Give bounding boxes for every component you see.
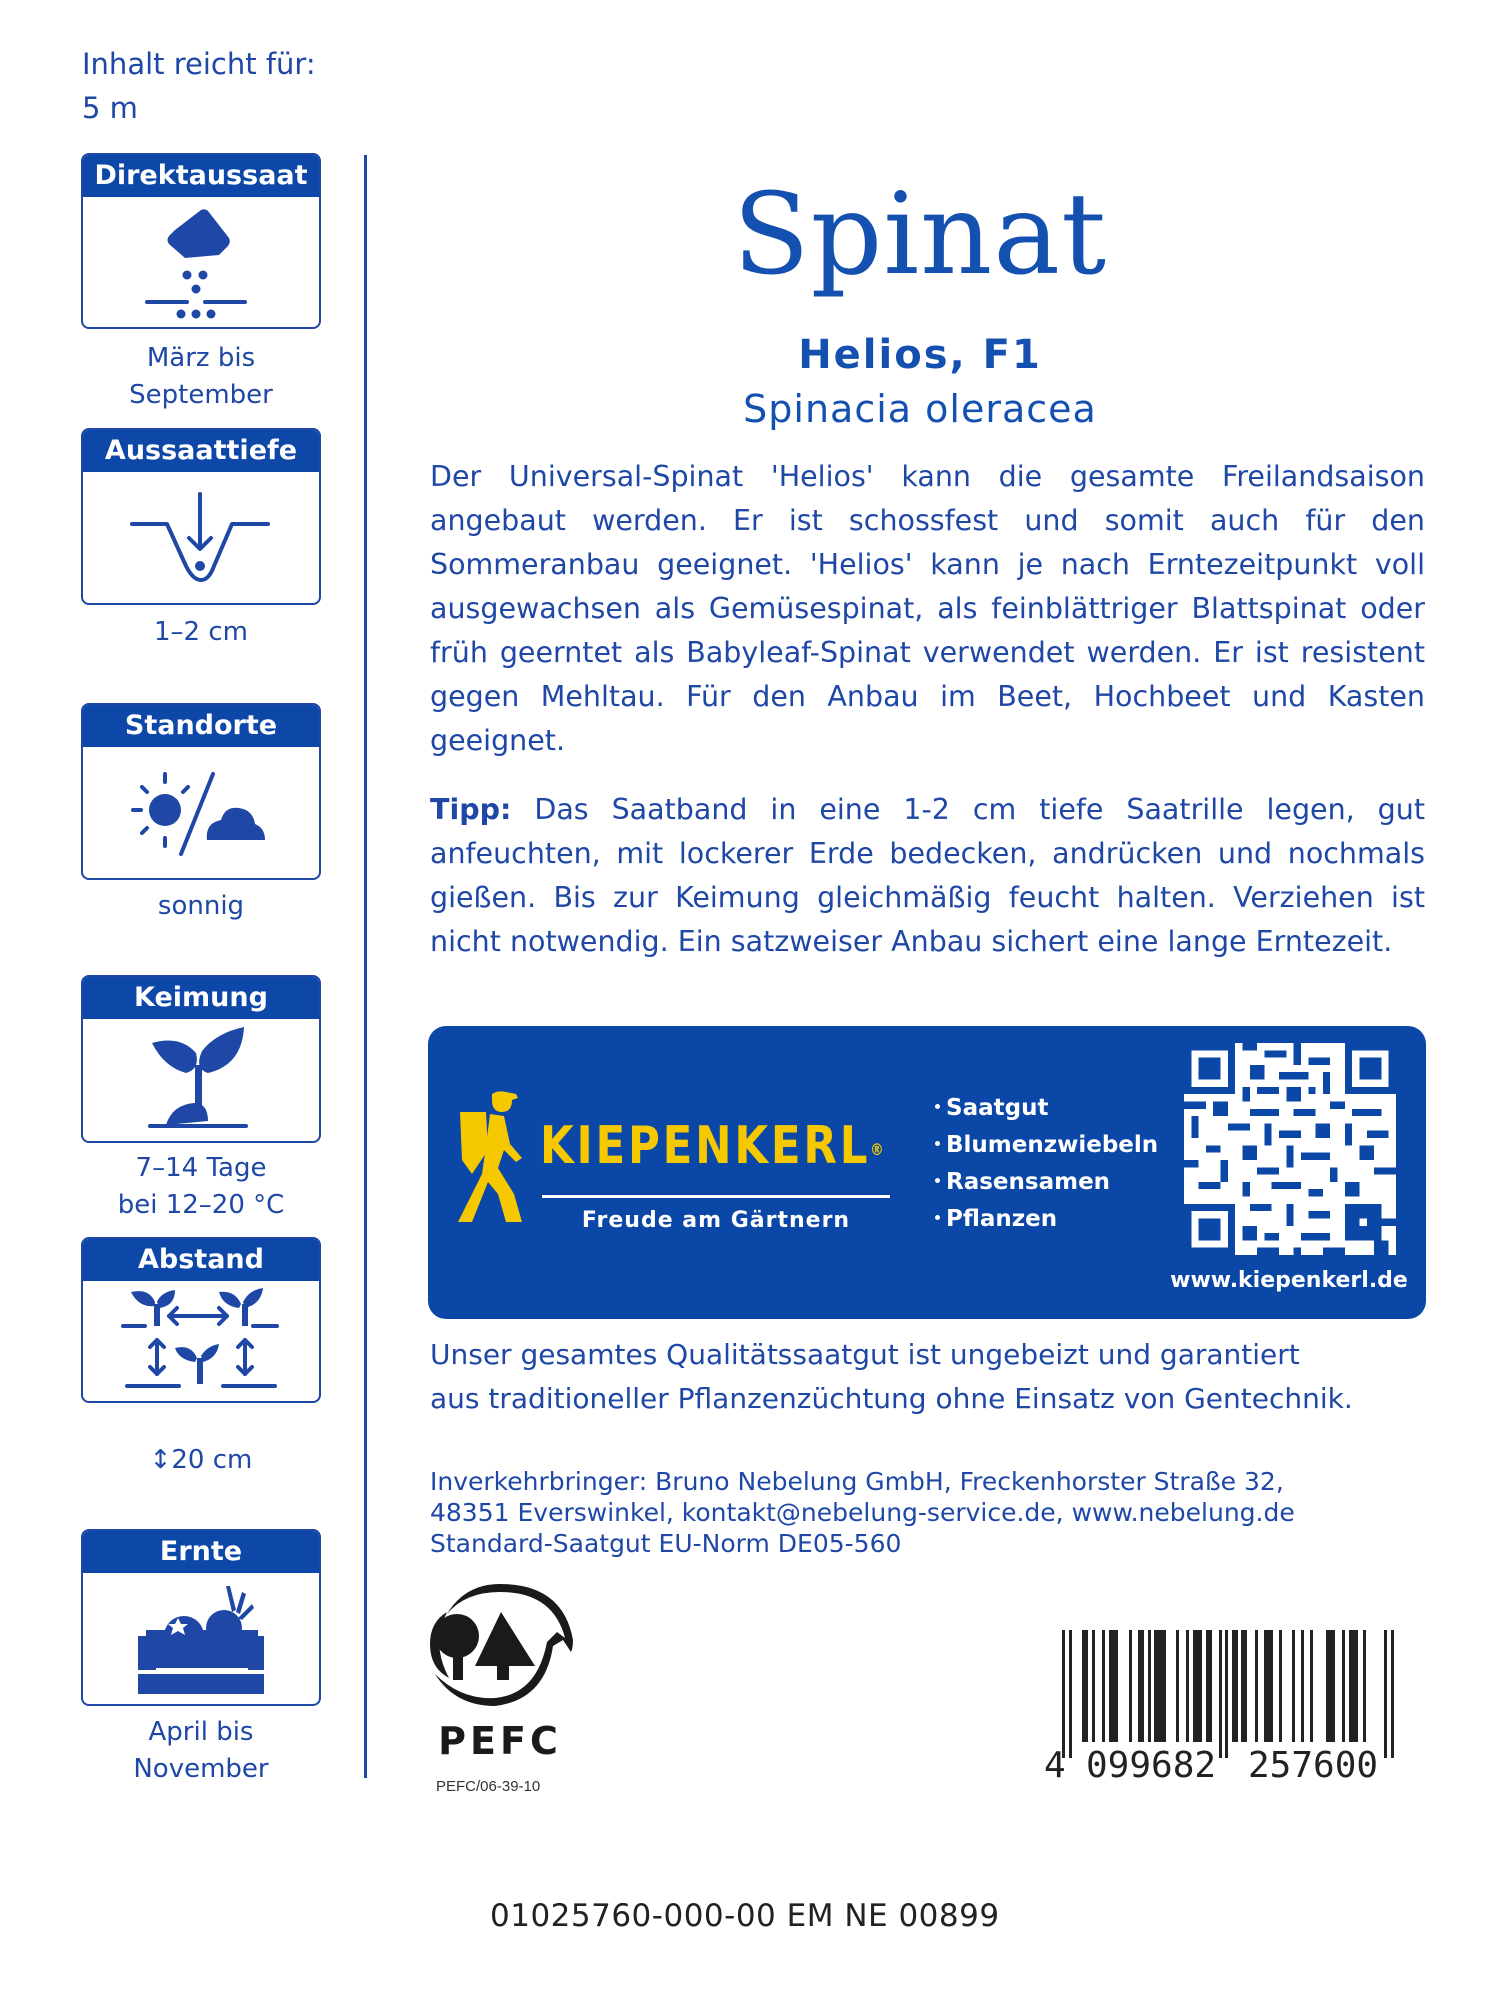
column-divider	[364, 155, 367, 1778]
sowing-depth-icon	[126, 488, 276, 588]
info-caption-germination	[81, 1150, 321, 1224]
bullet-icon	[935, 1141, 940, 1146]
caption-line: November	[133, 1754, 269, 1784]
bullet-icon	[935, 1104, 940, 1109]
registered-mark: ®	[870, 1140, 887, 1159]
distributor-imprint	[430, 1466, 1430, 1559]
category-item	[935, 1090, 1158, 1127]
info-box-title: Ernte	[83, 1531, 319, 1573]
caption-line: September	[129, 380, 273, 410]
product-name: Spinat	[732, 170, 1108, 300]
ean-digits-left: 099682	[1086, 1745, 1217, 1786]
brand-tagline: Freude am Gärtnern	[581, 1208, 851, 1233]
product-code: 01025760-000-00 EM NE 00899	[490, 1898, 1000, 1934]
info-box-location	[81, 703, 321, 880]
info-box-harvest	[81, 1529, 321, 1706]
sun-cloud-icon	[131, 768, 271, 858]
coverage-info	[82, 42, 316, 130]
imprint-line: 48351 Everswinkel, kontakt@nebelung-service.de, www.nebelung.de	[430, 1498, 1295, 1527]
seed-bag-sowing-icon	[141, 202, 261, 322]
brand-text: KIEPENKERL	[540, 1116, 871, 1176]
pefc-logo-icon	[425, 1582, 575, 1782]
quality-line: aus traditioneller Pflanzenzüchtung ohne Einsatz von Gentechnik.	[430, 1382, 1353, 1415]
caption-line: 7–14 Tage	[135, 1153, 267, 1183]
info-box-sowing-depth	[81, 428, 321, 605]
info-caption-sowing-depth	[81, 614, 321, 651]
ean-digit-prefix: 4	[1044, 1745, 1066, 1786]
info-box-title: Direktaussaat	[83, 155, 319, 197]
pefc-certificate-code: PEFC/06-39-10	[436, 1778, 541, 1795]
info-box-title: Keimung	[83, 977, 319, 1019]
info-box-title: Abstand	[83, 1239, 319, 1281]
bullet-icon	[935, 1178, 940, 1183]
info-box-title: Aussaattiefe	[83, 430, 319, 472]
tip-text: Das Saatband in eine 1-2 cm tiefe Saatrille legen, gut anfeuchten, mit lockerer Erde bedecken, andrücken und nochmals gießen. Bis zur Keimung gleichmäßig feucht halten. Verziehen ist nicht notwendig. Ein satzweiser Anbau sichert eine lange Erntezeit.	[430, 793, 1425, 958]
ean-digits-right: 257600	[1248, 1745, 1379, 1786]
qr-code[interactable]	[1184, 1043, 1396, 1255]
info-box-title: Standorte	[83, 705, 319, 747]
product-categories	[935, 1090, 1158, 1238]
harvest-crate-icon	[136, 1584, 266, 1694]
quality-note	[430, 1333, 1430, 1421]
info-caption-harvest	[81, 1714, 321, 1788]
info-box-germination	[81, 975, 321, 1143]
brand-name	[540, 1118, 886, 1174]
info-box-spacing	[81, 1237, 321, 1403]
tip-label: Tipp:	[430, 793, 512, 826]
caption-line: 1–2 cm	[154, 617, 248, 647]
caption-line: ↕20 cm	[149, 1445, 253, 1475]
caption-line: März bis	[146, 343, 256, 373]
product-description: Der Universal-Spinat 'Helios' kann die gesamte Freilandsaison angebaut werden. Er ist schossfest und somit auch für den Sommeranbau geeignet. 'Helios' kann je nach Erntezeitpunkt voll ausgewachsen als Gemüsespinat, als feinblättriger Blattspinat oder früh geerntet als Babyleaf-Spinat verwendet werden. Er ist resistent gegen Mehltau. Für den Anbau im Beet, Hochbeet und Kasten geeignet.	[430, 460, 1425, 757]
category-item	[935, 1201, 1158, 1238]
svg-text:PEFC: PEFC	[438, 1719, 562, 1763]
info-caption-spacing	[81, 1442, 321, 1479]
hiker-logo-icon	[458, 1090, 534, 1224]
brand-website-link[interactable]: www.kiepenkerl.de	[1170, 1268, 1408, 1293]
ean-barcode	[1062, 1630, 1397, 1758]
coverage-label: Inhalt reicht für:	[82, 47, 316, 81]
quality-line: Unser gesamtes Qualitätssaatgut ist ungebeizt und garantiert	[430, 1338, 1300, 1371]
caption-line: April bis	[148, 1717, 254, 1747]
product-variety: Helios, F1	[798, 332, 1042, 378]
plant-spacing-icon	[121, 1286, 281, 1396]
bullet-icon	[935, 1215, 940, 1220]
category-label: Blumenzwiebeln	[946, 1132, 1159, 1158]
coverage-value: 5 m	[82, 91, 138, 125]
category-label: Saatgut	[946, 1095, 1049, 1121]
seedling-icon	[146, 1025, 256, 1135]
category-label: Rasensamen	[946, 1169, 1111, 1195]
category-label: Pflanzen	[946, 1206, 1058, 1232]
info-caption-location	[81, 888, 321, 925]
sowing-tip	[430, 788, 1425, 964]
category-item	[935, 1127, 1158, 1164]
imprint-line: Inverkehrbringer: Bruno Nebelung GmbH, Freckenhorster Straße 32,	[430, 1467, 1284, 1496]
brand-underline	[542, 1195, 890, 1198]
caption-line: sonnig	[157, 891, 245, 921]
info-box-direct-sowing	[81, 153, 321, 329]
product-latin-name: Spinacia oleracea	[743, 387, 1097, 431]
info-caption-direct-sowing	[81, 340, 321, 414]
category-item	[935, 1164, 1158, 1201]
imprint-line: Standard-Saatgut EU-Norm DE05-560	[430, 1529, 902, 1558]
caption-line: bei 12–20 °C	[117, 1190, 285, 1220]
